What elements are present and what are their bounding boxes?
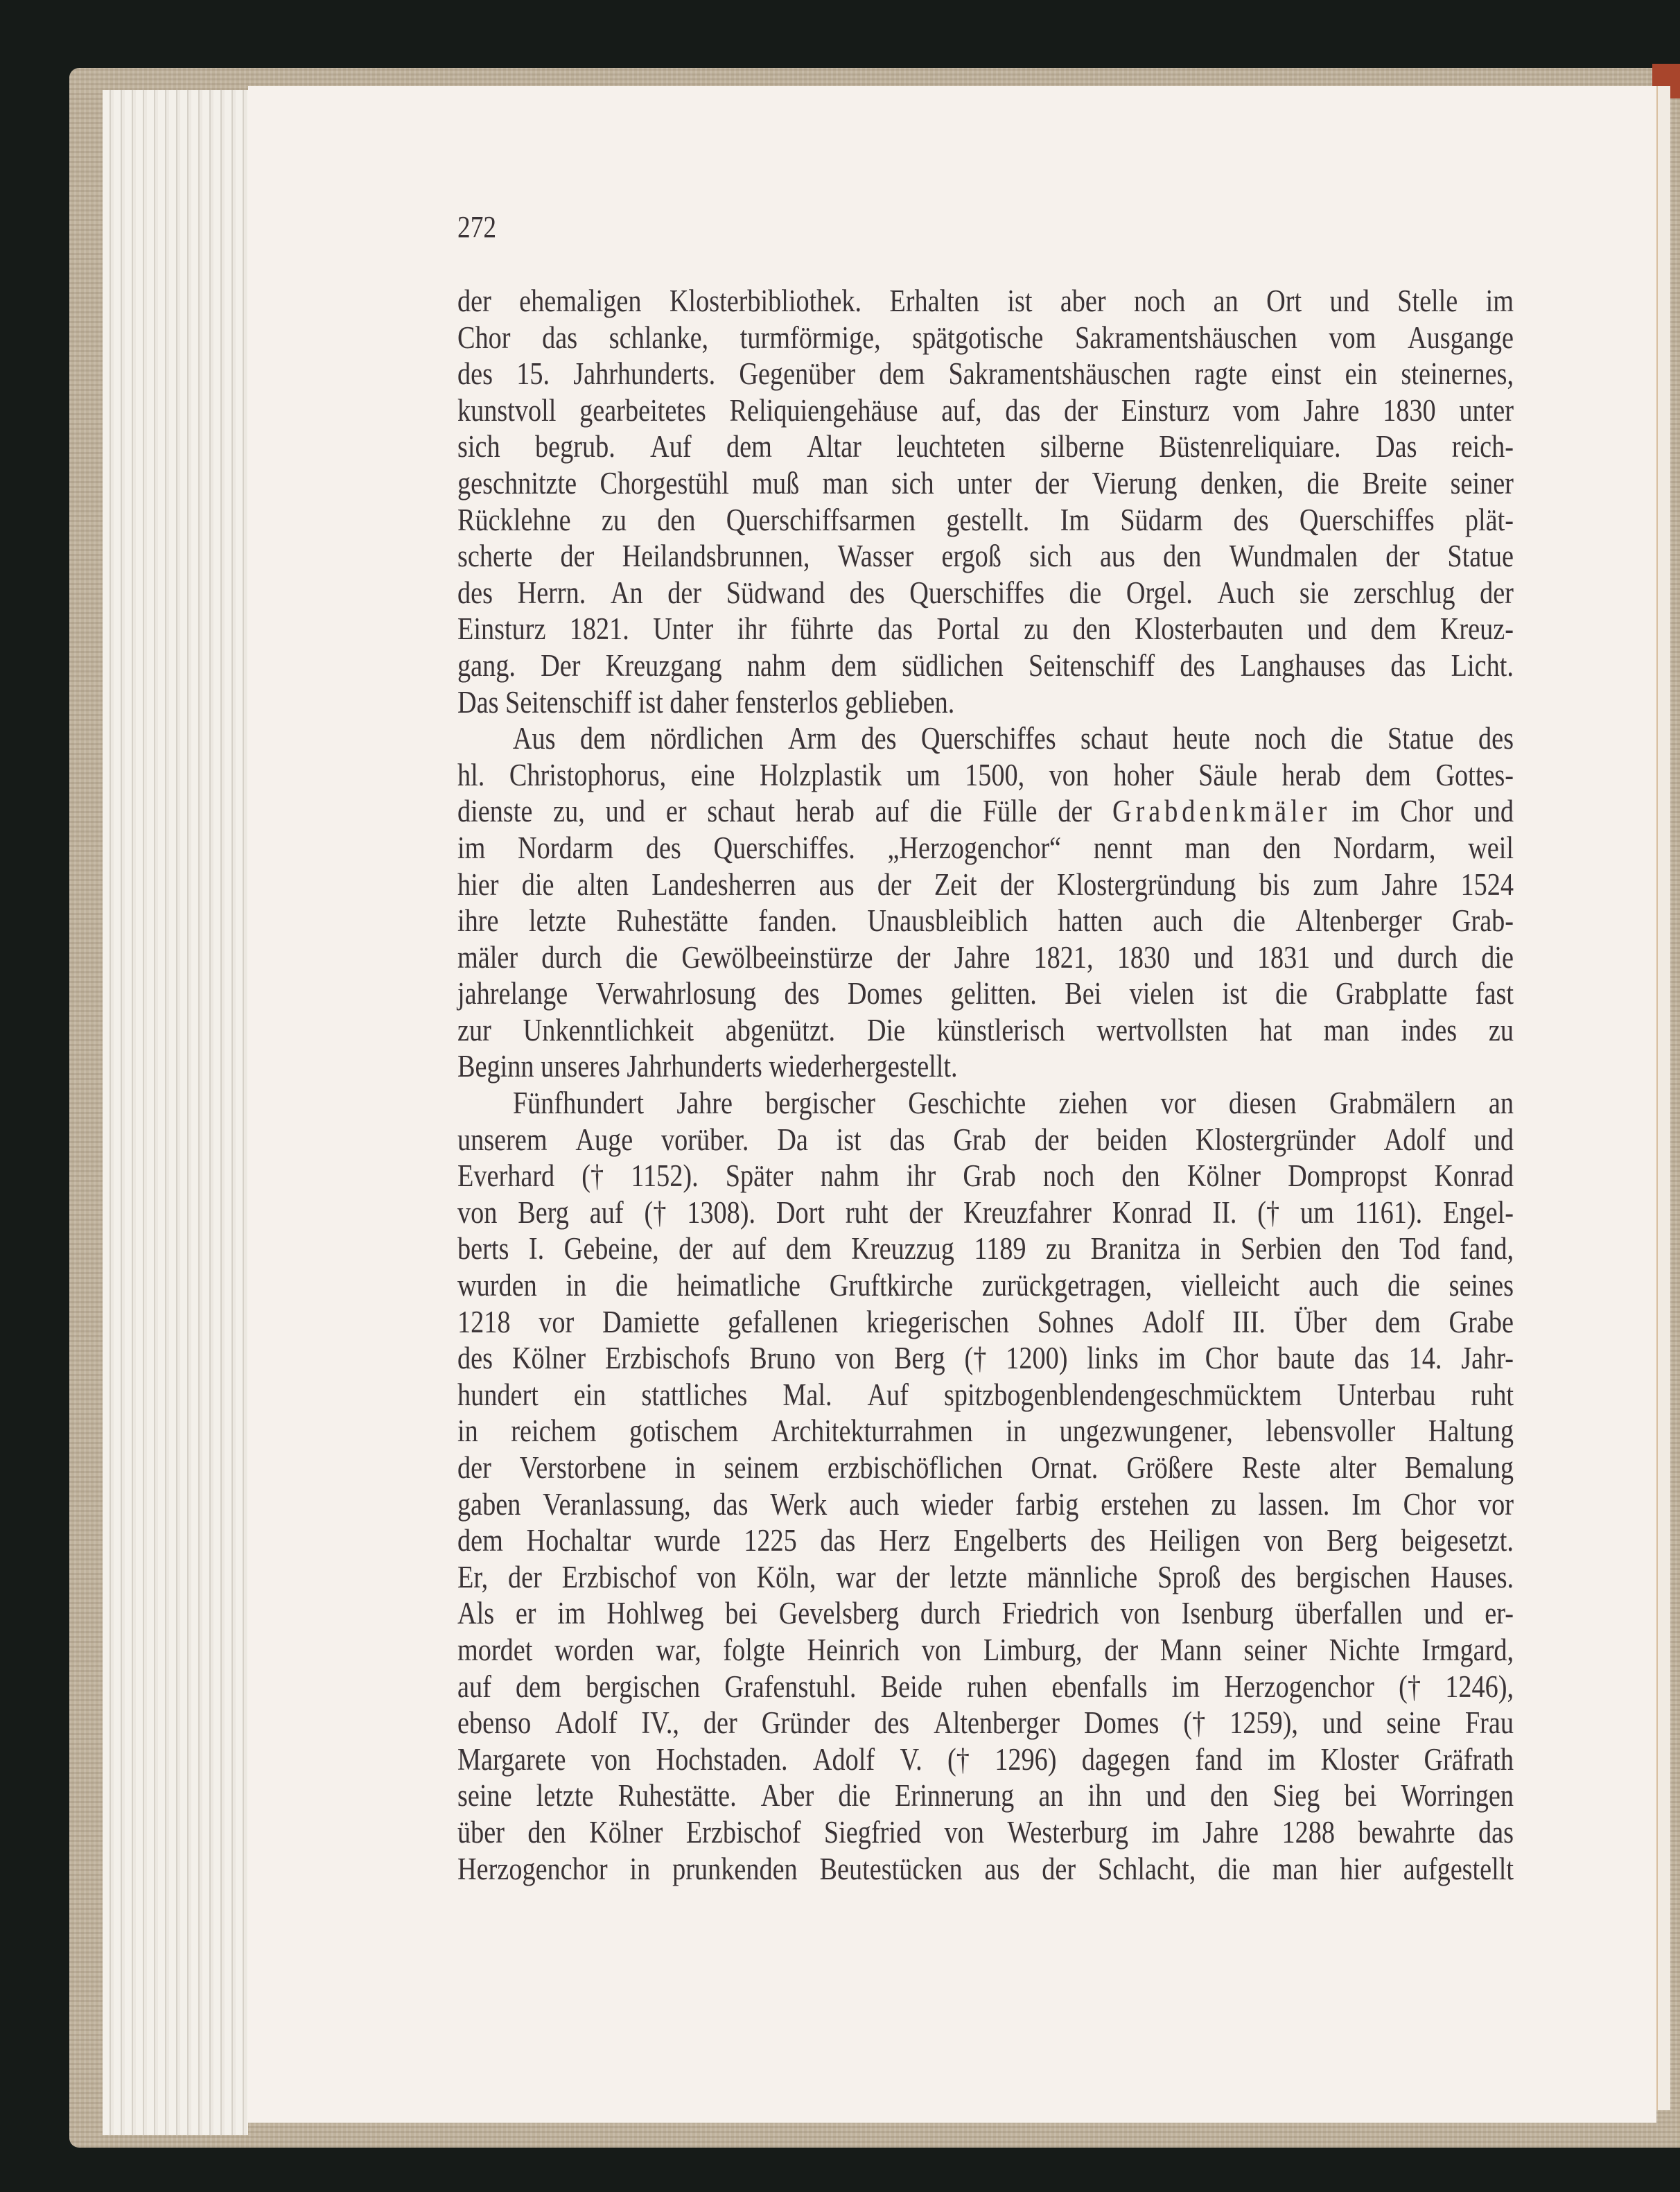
text-line: scherte der Heilandsbrunnen, Wasser ergoß sich aus den Wundmalen der Statue <box>457 539 1514 574</box>
text-line: der Verstorbene in seinem erzbischöflichen Ornat. Größere Reste alter Bemalung <box>457 1450 1514 1485</box>
text-line: geschnitzte Chorgestühl muß man sich unter der Vierung denken, die Breite seiner <box>457 465 1514 501</box>
text-line: Beginn unseres Jahrhunderts wiederhergestellt. <box>457 1049 958 1084</box>
text-line: Chor das schlanke, turmförmige, spätgotische Sakramentshäuschen vom Ausgange <box>457 320 1514 355</box>
text-line: 1218 vor Damiette gefallenen kriegerischen Sohnes Adolf III. Über dem Grabe <box>457 1304 1514 1339</box>
text-line: wurden in die heimatliche Gruftkirche zurückgetragen, vielleicht auch die seines <box>457 1268 1514 1303</box>
text-line: Aus dem nördlichen Arm des Querschiffes schaut heute noch die Statue des <box>512 721 1514 756</box>
text-line: mordet worden war, folgte Heinrich von Limburg, der Mann seiner Nichte Irmgard, <box>457 1632 1514 1667</box>
page-number: 272 <box>457 210 497 244</box>
text-line: Er, der Erzbischof von Köln, war der letzte männliche Sproß des bergischen Hauses. <box>457 1559 1514 1594</box>
text-line: gaben Veranlassung, das Werk auch wieder farbig erstehen zu lassen. Im Chor vor <box>457 1486 1514 1522</box>
text-line: hl. Christophorus, eine Holzplastik um 1500, von hoher Säule herab dem Gottes- <box>457 757 1514 792</box>
text-line: seine letzte Ruhestätte. Aber die Erinnerung an ihn und den Sieg bei Worringen <box>457 1778 1514 1813</box>
adjacent-page-edge <box>1656 86 1670 2110</box>
text-line: Everhard († 1152). Später nahm ihr Grab noch den Kölner Dompropst Konrad <box>457 1158 1514 1194</box>
text-line: hier die alten Landesherren aus der Zeit der Klostergründung bis zum Jahre 1524 <box>457 867 1514 902</box>
paragraph <box>457 283 1514 720</box>
text-line: zur Unkenntlichkeit abgenützt. Die künstlerisch wertvollsten hat man indes zu <box>457 1012 1514 1047</box>
text-line: Als er im Hohlweg bei Gevelsberg durch Friedrich von Isenburg überfallen und er- <box>457 1596 1514 1631</box>
paragraph <box>457 720 1514 1085</box>
text-line: sich begrub. Auf dem Altar leuchteten silberne Büstenreliquiare. Das reich- <box>457 429 1514 464</box>
text-line: Rücklehne zu den Querschiffsarmen gestellt. Im Südarm des Querschiffes plät- <box>457 502 1514 537</box>
text-line: ebenso Adolf IV., der Gründer des Altenberger Domes († 1259), und seine Frau <box>457 1705 1514 1741</box>
text-line: im Nordarm des Querschiffes. „Herzogenchor“ nennt man den Nordarm, weil <box>457 830 1514 865</box>
text-line: jahrelange Verwahrlosung des Domes gelitten. Bei vielen ist die Grabplatte fast <box>457 976 1514 1011</box>
text-line: Fünfhundert Jahre bergischer Geschichte ziehen vor diesen Grabmälern an <box>512 1086 1514 1121</box>
text-line: hundert ein stattliches Mal. Auf spitzbogenblendengeschmücktem Unterbau ruht <box>457 1377 1514 1412</box>
text-line: auf dem bergischen Grafenstuhl. Beide ruhen ebenfalls im Herzogenchor († 1246), <box>457 1669 1514 1704</box>
text-line: in reichem gotischem Architekturrahmen in ungezwungener, lebensvoller Haltung <box>457 1414 1514 1449</box>
text-line: von Berg auf († 1308). Dort ruht der Kreuzfahrer Konrad II. († um 1161). Engel- <box>457 1194 1514 1230</box>
text-line: Das Seitenschiff ist daher fensterlos geblieben. <box>457 684 955 720</box>
text-line: gang. Der Kreuzgang nahm dem südlichen Seitenschiff des Langhauses das Licht. <box>457 647 1514 683</box>
text-line: Herzogenchor in prunkenden Beutestücken aus der Schlacht, die man hier aufgestellt <box>457 1851 1514 1886</box>
text-line: berts I. Gebeine, der auf dem Kreuzzug 1189 zu Branitza in Serbien den Tod fand, <box>457 1231 1514 1267</box>
text-line: unserem Auge vorüber. Da ist das Grab der beiden Klostergründer Adolf und <box>457 1122 1514 1157</box>
text-line: über den Kölner Erzbischof Siegfried von Westerburg im Jahre 1288 bewahrte das <box>457 1814 1514 1850</box>
text-line: dem Hochaltar wurde 1225 das Herz Engelberts des Heiligen von Berg beigesetzt. <box>457 1523 1514 1558</box>
text-line: des 15. Jahrhunderts. Gegenüber dem Sakramentshäuschen ragte einst ein steinernes, <box>457 356 1514 392</box>
text-line: mäler durch die Gewölbeeinstürze der Jahre 1821, 1830 und 1831 und durch die <box>457 939 1514 975</box>
page-stack-edges <box>103 90 248 2135</box>
text-line: der ehemaligen Klosterbibliothek. Erhalten ist aber noch an Ort und Stelle im <box>457 284 1514 318</box>
page-body-text <box>457 283 1514 1887</box>
text-line: dienste zu, und er schaut herab auf die Fülle der Grabdenkmäler im Chor und <box>457 794 1514 829</box>
text-line: ihre letzte Ruhestätte fanden. Unausbleiblich hatten auch die Altenberger Grab- <box>457 903 1514 939</box>
text-line: Einsturz 1821. Unter ihr führte das Portal zu den Klosterbauten und dem Kreuz- <box>457 611 1514 647</box>
text-line: des Kölner Erzbischofs Bruno von Berg († 1200) links im Chor baute das 14. Jahr- <box>457 1341 1514 1376</box>
text-line: Margarete von Hochstaden. Adolf V. († 1296) dagegen fand im Kloster Gräfrath <box>457 1741 1514 1777</box>
paragraph <box>457 1085 1514 1887</box>
text-line: des Herrn. An der Südwand des Querschiffes die Orgel. Auch sie zerschlug der <box>457 575 1514 610</box>
text-line: kunstvoll gearbeitetes Reliquiengehäuse auf, das der Einsturz vom Jahre 1830 unter <box>457 392 1514 428</box>
